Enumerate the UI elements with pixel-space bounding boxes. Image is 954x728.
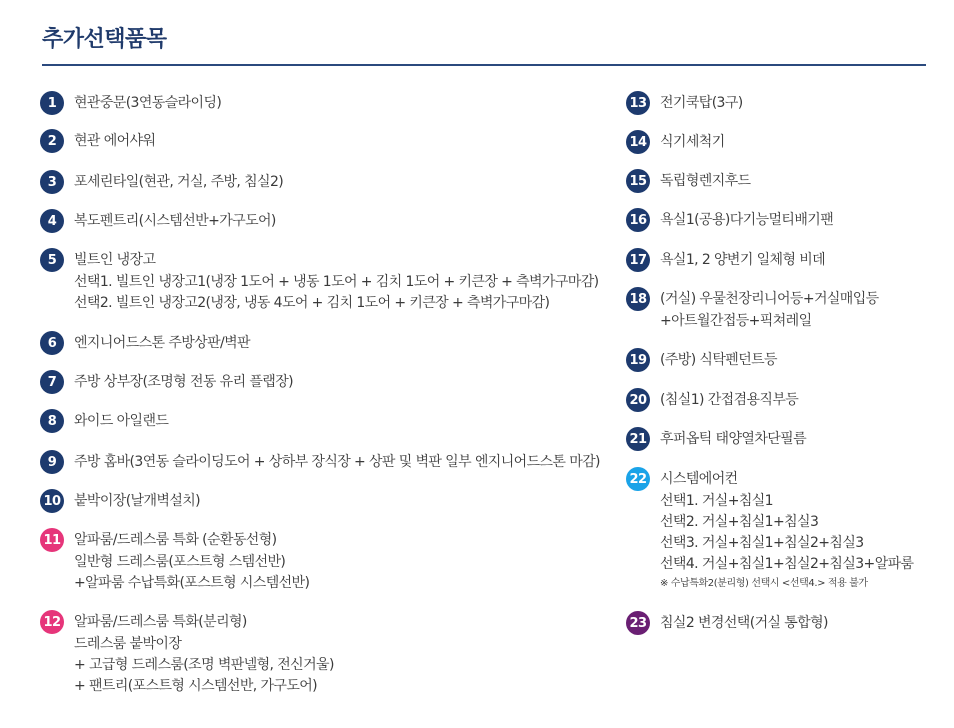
item-text	[660, 427, 806, 451]
item-title: 엔지니어드스톤 주방상판/벽판	[74, 335, 250, 351]
item-text	[660, 208, 833, 232]
option-item-5	[40, 248, 598, 314]
item-detail-line: 선택2. 거실+침실1+침실3	[660, 514, 819, 530]
item-text	[74, 450, 600, 474]
item-title: 식기세척기	[660, 134, 725, 150]
item-number-badge: 23	[626, 611, 650, 635]
item-title: 후퍼옵틱 태양열차단필름	[660, 431, 807, 447]
option-item-19	[626, 348, 777, 372]
item-text	[74, 248, 598, 314]
item-text	[74, 409, 168, 433]
item-detail-line: 드레스룸 붙박이장	[74, 636, 182, 652]
title-divider	[42, 64, 926, 66]
item-detail-line: 선택3. 거실+침실1+침실2+침실3	[660, 535, 864, 551]
option-item-8	[40, 409, 168, 433]
item-title: 붙박이장(날개벽설치)	[74, 493, 201, 509]
item-title: 알파룸/드레스룸 특화(분리형)	[74, 614, 247, 630]
item-title: 현관중문(3연동슬라이딩)	[74, 95, 222, 111]
item-title: 전기쿡탑(3구)	[660, 95, 743, 111]
item-title: 주방 상부장(조명형 전동 유리 플랩장)	[74, 374, 293, 390]
item-number-badge: 7	[40, 370, 64, 394]
option-item-16	[626, 208, 833, 232]
item-title: 복도펜트리(시스템선반+가구도어)	[74, 213, 276, 229]
item-title: 침실2 변경선택(거실 통합형)	[660, 615, 828, 631]
item-detail-line: 일반형 드레스룸(포스트형 스템선반)	[74, 554, 286, 570]
option-item-4	[40, 209, 276, 233]
item-detail-line: 선택4. 거실+침실1+침실2+침실3+알파룸	[660, 556, 914, 572]
item-title: 포세린타일(현관, 거실, 주방, 침실2)	[74, 174, 284, 190]
option-item-21	[626, 427, 806, 451]
item-title: 욕실1(공용)다기능멀티배기팬	[660, 212, 834, 228]
option-item-3	[40, 170, 283, 194]
item-title: 시스템에어컨	[660, 471, 738, 487]
item-title: 욕실1, 2 양변기 일체형 비데	[660, 252, 826, 268]
item-number-badge: 22	[626, 467, 650, 491]
item-title: (침실1) 간접겸용직부등	[660, 392, 799, 408]
item-text	[660, 248, 825, 272]
item-number-badge: 19	[626, 348, 650, 372]
item-number-badge: 20	[626, 388, 650, 412]
item-text	[660, 130, 725, 154]
item-text	[74, 170, 283, 194]
item-title: 알파룸/드레스룸 특화 (순환동선형)	[74, 532, 277, 548]
item-title: 현관 에어샤워	[74, 133, 156, 149]
option-item-17	[626, 248, 825, 272]
item-number-badge: 12	[40, 610, 64, 634]
item-title: 와이드 아일랜드	[74, 413, 169, 429]
option-item-12	[40, 610, 334, 697]
item-detail-line: 선택1. 빌트인 냉장고1(냉장 1도어 + 냉동 1도어 + 김치 1도어 + 키큰장 + 측벽가구마감)	[74, 274, 599, 290]
item-number-badge: 16	[626, 208, 650, 232]
option-item-2	[40, 129, 155, 153]
item-text	[660, 388, 798, 412]
item-detail-line: 선택2. 빌트인 냉장고2(냉장, 냉동 4도어 + 김치 1도어 + 키큰장 + 측벽가구마감)	[74, 295, 550, 311]
item-text	[74, 489, 200, 513]
item-text	[660, 169, 750, 193]
item-title: (주방) 식탁펜던트등	[660, 352, 777, 368]
item-note: ※ 수납특화2(분리형) 선택시 <선택4.> 적용 불가	[660, 578, 868, 589]
option-item-7	[40, 370, 293, 394]
item-number-badge: 13	[626, 91, 650, 115]
item-number-badge: 17	[626, 248, 650, 272]
item-number-badge: 11	[40, 528, 64, 552]
item-text	[660, 91, 743, 115]
item-detail-line: + 팬트리(포스트형 시스템선반, 가구도어)	[74, 678, 318, 694]
item-number-badge: 5	[40, 248, 64, 272]
item-text	[74, 129, 155, 153]
item-number-badge: 1	[40, 91, 64, 115]
item-number-badge: 18	[626, 287, 650, 311]
item-text	[660, 348, 777, 372]
item-text	[74, 331, 250, 355]
item-text	[74, 610, 334, 697]
option-item-18	[626, 287, 879, 332]
item-text	[74, 209, 276, 233]
item-text	[74, 91, 221, 115]
option-item-14	[626, 130, 725, 154]
item-number-badge: 14	[626, 130, 650, 154]
item-detail-line: +아트월간접등+픽쳐레일	[660, 313, 812, 329]
item-number-badge: 15	[626, 169, 650, 193]
option-item-11	[40, 528, 309, 594]
item-text	[660, 611, 828, 635]
option-item-10	[40, 489, 200, 513]
option-item-15	[626, 169, 750, 193]
item-number-badge: 6	[40, 331, 64, 355]
page-title: 추가선택품목	[42, 27, 167, 52]
item-text	[660, 287, 879, 332]
item-detail-line: 선택1. 거실+침실1	[660, 493, 773, 509]
item-number-badge: 3	[40, 170, 64, 194]
item-number-badge: 10	[40, 489, 64, 513]
option-item-13	[626, 91, 743, 115]
item-text	[74, 528, 309, 594]
item-title: 빌트인 냉장고	[74, 252, 156, 268]
item-text	[660, 467, 913, 593]
item-detail-line: + 고급형 드레스룸(조명 벽판넬형, 전신거울)	[74, 657, 334, 673]
option-item-23	[626, 611, 828, 635]
item-number-badge: 4	[40, 209, 64, 233]
item-text	[74, 370, 293, 394]
option-item-6	[40, 331, 250, 355]
item-number-badge: 2	[40, 129, 64, 153]
item-number-badge: 8	[40, 409, 64, 433]
option-item-20	[626, 388, 798, 412]
item-title: (거실) 우물천장리니어등+거실매입등	[660, 291, 879, 307]
option-item-22	[626, 467, 913, 593]
item-number-badge: 9	[40, 450, 64, 474]
item-detail-line: +알파룸 수납특화(포스트형 시스템선반)	[74, 575, 310, 591]
item-number-badge: 21	[626, 427, 650, 451]
option-item-9	[40, 450, 600, 474]
item-title: 독립형렌지후드	[660, 173, 751, 189]
option-item-1	[40, 91, 221, 115]
item-title: 주방 홈바(3연동 슬라이딩도어 + 상하부 장식장 + 상판 및 벽판 일부 엔지니어드스톤 마감)	[74, 454, 600, 470]
